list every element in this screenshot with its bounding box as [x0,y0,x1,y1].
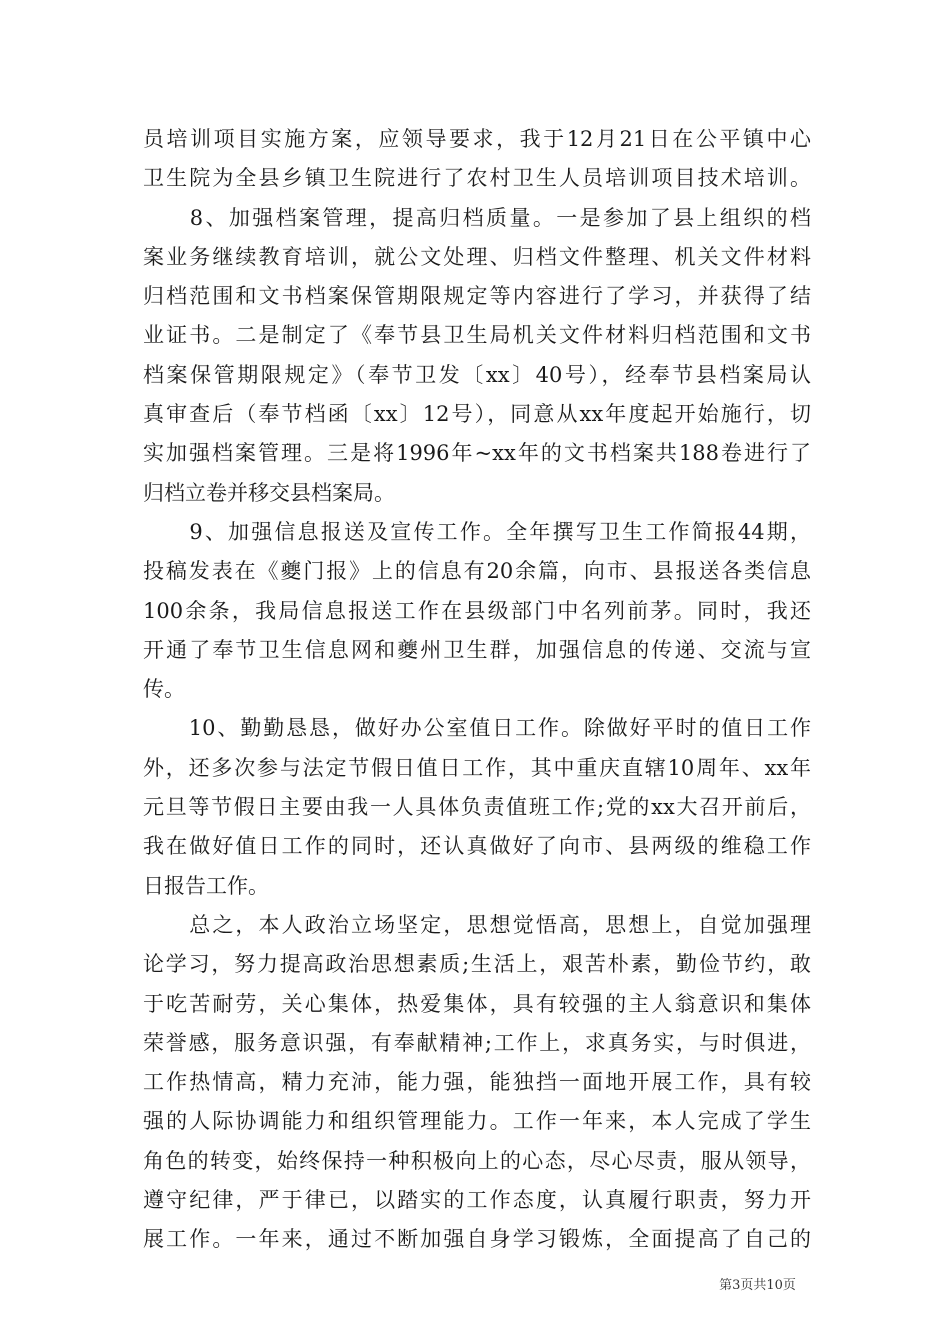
text-line: 元旦等节假日主要由我一人具体负责值班工作;党的xx大召开前后， [143,795,811,820]
text-line: 实加强档案管理。三是将1996年~xx年的文书档案共188卷进行了 [143,441,811,466]
text-line: 卫生院为全县乡镇卫生院进行了农村卫生人员培训项目技术培训。 [143,166,811,191]
text-line: 我在做好值日工作的同时，还认真做好了向市、县两级的维稳工作 [143,834,811,859]
page-footer [0,1274,950,1293]
text-line: 日报告工作。 [143,873,269,898]
text-line: 外，还多次参与法定节假日值日工作，其中重庆直辖10周年、xx年 [143,755,811,780]
text-line: 强的人际协调能力和组织管理能力。工作一年来，本人完成了学生 [143,1109,811,1134]
text-line: 角色的转变，始终保持一种积极向上的心态，尽心尽责，服从领导， [143,1148,811,1173]
text-line: 真审查后（奉节档函〔xx〕12号），同意从xx年度起开始施行，切 [143,402,811,427]
text-line: 案业务继续教育培训，就公文处理、归档文件整理、机关文件材料 [143,244,811,269]
text-line: 归档范围和文书档案保管期限规定等内容进行了学习，并获得了结 [143,284,811,309]
text-line: 投稿发表在《夔门报》上的信息有20余篇，向市、县报送各类信息 [143,559,811,584]
document-body [143,120,811,1260]
text-line: 8、加强档案管理，提高归档质量。一是参加了县上组织的档 [143,205,811,230]
text-line: 业证书。二是制定了《奉节县卫生局机关文件材料归档范围和文书 [143,323,811,348]
text-line: 总之，本人政治立场坚定，思想觉悟高，思想上，自觉加强理 [143,912,811,937]
text-line: 100余条，我局信息报送工作在县级部门中名列前茅。同时，我还 [143,598,811,623]
text-line: 遵守纪律，严于律已，以踏实的工作态度，认真履行职责，努力开 [143,1188,811,1213]
text-line: 归档立卷并移交县档案局。 [143,480,395,505]
text-line: 工作热情高，精力充沛，能力强，能独挡一面地开展工作，具有较 [143,1070,811,1095]
text-line: 10、勤勤恳恳，做好办公室值日工作。除做好平时的值日工作 [143,716,811,741]
text-line: 开通了奉节卫生信息网和夔州卫生群，加强信息的传递、交流与宣 [143,637,811,662]
text-line: 档案保管期限规定》（奉节卫发〔xx〕40号），经奉节县档案局认 [143,362,811,387]
text-line: 员培训项目实施方案，应领导要求，我于12月21日在公平镇中心 [143,127,811,151]
page-number: 第3页共10页 [719,1278,796,1293]
text-line: 9、加强信息报送及宣传工作。全年撰写卫生工作简报44期， [143,519,811,544]
text-line: 于吃苦耐劳，关心集体，热爱集体，具有较强的主人翁意识和集体 [143,991,811,1016]
text-line: 传。 [143,677,185,702]
text-line: 论学习，努力提高政治思想素质;生活上，艰苦朴素，勤俭节约，敢 [143,952,811,977]
text-line: 荣誉感，服务意识强，有奉献精神;工作上，求真务实，与时俱进， [143,1030,811,1055]
text-line: 展工作。一年来，通过不断加强自身学习锻炼，全面提高了自己的 [143,1227,811,1252]
